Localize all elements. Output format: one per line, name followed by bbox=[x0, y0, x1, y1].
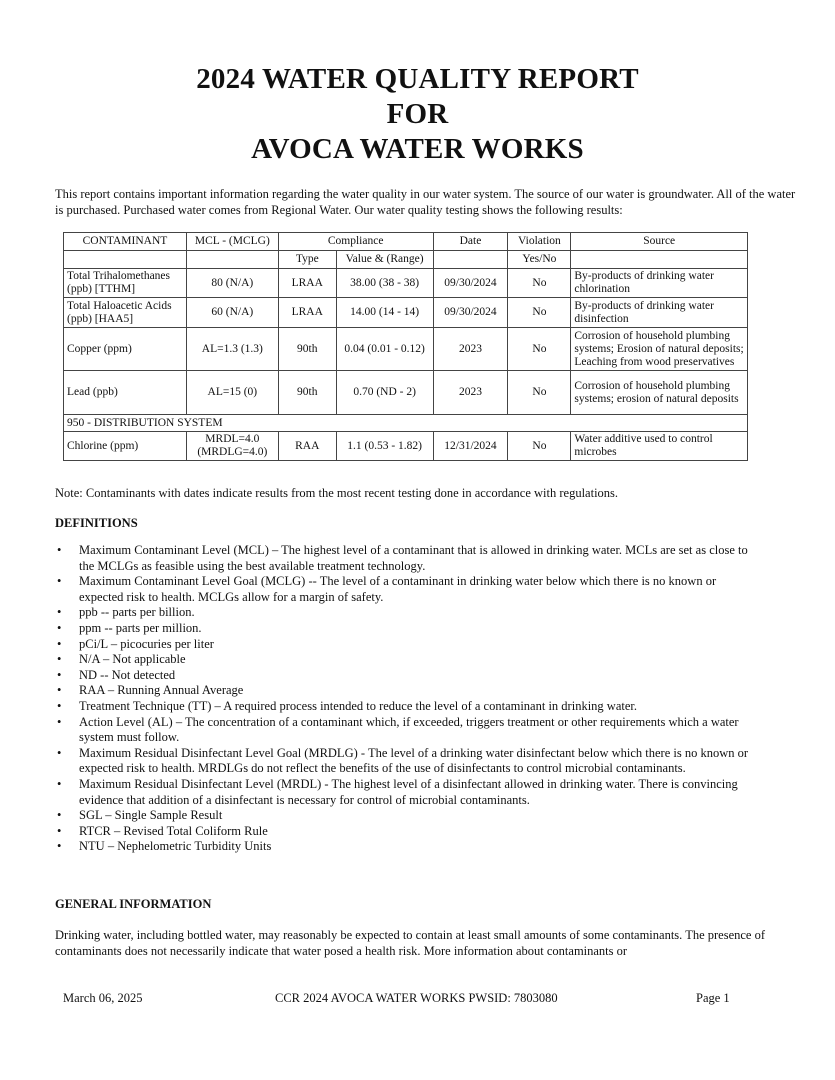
cell-type: 90th bbox=[278, 328, 336, 371]
cell-violation: No bbox=[508, 298, 571, 328]
header-yes-no: Yes/No bbox=[508, 251, 571, 269]
definition-item: • pCi/L – picocuries per liter bbox=[55, 637, 760, 653]
cell-date: 12/31/2024 bbox=[433, 432, 508, 461]
footer-page-number: Page 1 bbox=[696, 991, 730, 1005]
definition-item: • RAA – Running Annual Average bbox=[55, 683, 760, 699]
definition-item: • Maximum Contaminant Level (MCL) – The highest level of a contaminant that is allowed in drinking water. MCLs are set as close to the MCLGs as feasible using the best available treatment technology. bbox=[55, 543, 760, 574]
definition-item: • NTU – Nephelometric Turbidity Units bbox=[55, 839, 760, 855]
cell-source: Corrosion of household plumbing systems; erosion of natural deposits bbox=[571, 371, 748, 415]
cell-contaminant: Total Trihalomethanes (ppb) [TTHM] bbox=[64, 269, 187, 298]
definition-item: • ND -- Not detected bbox=[55, 668, 760, 684]
cell-type: LRAA bbox=[278, 269, 336, 298]
cell-type: LRAA bbox=[278, 298, 336, 328]
general-info-heading: GENERAL INFORMATION bbox=[55, 897, 212, 911]
header-date: Date bbox=[433, 233, 508, 251]
header-source: Source bbox=[571, 233, 748, 251]
cell-source: By-products of drinking water chlorination bbox=[571, 269, 748, 298]
cell-mcl-line-2: (MRDLG=4.0) bbox=[197, 446, 268, 458]
cell-value: 0.70 (ND - 2) bbox=[336, 371, 433, 415]
general-info-paragraph: Drinking water, including bottled water, may reasonably be expected to contain at least small amounts of some contaminants. The presence of contaminants does not necessarily indicate that water posed a health risk. More information about contaminants or bbox=[55, 928, 766, 958]
cell-date: 09/30/2024 bbox=[433, 269, 508, 298]
header-contaminant: CONTAMINANT bbox=[64, 233, 187, 251]
definition-item: • Maximum Residual Disinfectant Level Goal (MRDLG) - The level of a drinking water disinfectant below which there is no known or expected risk to health. MRDLGs do not reflect the benefits of the use of disinfectants to control microbial contaminants. bbox=[55, 746, 760, 777]
cell-mcl: 80 (N/A) bbox=[186, 269, 278, 298]
footer-report-id: CCR 2024 AVOCA WATER WORKS PWSID: 7803080 bbox=[275, 991, 558, 1005]
definitions-list bbox=[55, 543, 760, 855]
cell-date: 2023 bbox=[433, 328, 508, 371]
table-row bbox=[64, 298, 748, 328]
table-row bbox=[64, 432, 748, 461]
table-subheader-row bbox=[64, 251, 748, 269]
title-line-1: 2024 WATER QUALITY REPORT bbox=[196, 63, 639, 95]
table-row bbox=[64, 328, 748, 371]
definition-item: • N/A – Not applicable bbox=[55, 652, 760, 668]
cell-value: 1.1 (0.53 - 1.82) bbox=[336, 432, 433, 461]
definition-item: • ppb -- parts per billion. bbox=[55, 605, 760, 621]
table-note: Note: Contaminants with dates indicate results from the most recent testing done in accordance with regulations. bbox=[55, 486, 619, 500]
title-line-3: AVOCA WATER WORKS bbox=[251, 133, 584, 165]
definition-item: • ppm -- parts per million. bbox=[55, 621, 760, 637]
definition-item: • Maximum Contaminant Level Goal (MCLG) -- The level of a contaminant in drinking water below which there is no known or expected risk to health. MCLGs allow for a margin of safety. bbox=[55, 574, 760, 605]
section-label: 950 - DISTRIBUTION SYSTEM bbox=[64, 415, 748, 432]
cell-violation: No bbox=[508, 371, 571, 415]
footer-date: March 06, 2025 bbox=[63, 991, 143, 1005]
cell-mcl: AL=15 (0) bbox=[186, 371, 278, 415]
header-value-range: Value & (Range) bbox=[336, 251, 433, 269]
definition-item: • Maximum Residual Disinfectant Level (MRDL) - The highest level of a disinfectant allowed in drinking water. There is convincing evidence that addition of a disinfectant is necessary for control of microbial contaminants. bbox=[55, 777, 760, 808]
cell-contaminant: Chlorine (ppm) bbox=[64, 432, 187, 461]
table-header-row bbox=[64, 233, 748, 251]
cell-contaminant: Copper (ppm) bbox=[64, 328, 187, 371]
cell-source: Water additive used to control microbes bbox=[571, 432, 748, 461]
cell-value: 0.04 (0.01 - 0.12) bbox=[336, 328, 433, 371]
cell-type: RAA bbox=[278, 432, 336, 461]
cell-contaminant: Total Haloacetic Acids (ppb) [HAA5] bbox=[64, 298, 187, 328]
cell-contaminant: Lead (ppb) bbox=[64, 371, 187, 415]
definition-item: • RTCR – Revised Total Coliform Rule bbox=[55, 824, 760, 840]
definitions-heading: DEFINITIONS bbox=[55, 516, 138, 530]
header-compliance: Compliance bbox=[278, 233, 433, 251]
table-row bbox=[64, 371, 748, 415]
report-title bbox=[0, 62, 835, 167]
title-line-2: FOR bbox=[386, 98, 449, 130]
cell-violation: No bbox=[508, 328, 571, 371]
contaminant-table bbox=[63, 232, 748, 461]
table-row bbox=[64, 269, 748, 298]
cell-mcl: 60 (N/A) bbox=[186, 298, 278, 328]
cell-violation: No bbox=[508, 269, 571, 298]
cell-date: 2023 bbox=[433, 371, 508, 415]
cell-date: 09/30/2024 bbox=[433, 298, 508, 328]
cell-type: 90th bbox=[278, 371, 336, 415]
definition-item: • Treatment Technique (TT) – A required process intended to reduce the level of a contaminant in drinking water. bbox=[55, 699, 760, 715]
cell-value: 38.00 (38 - 38) bbox=[336, 269, 433, 298]
definition-item: • SGL – Single Sample Result bbox=[55, 808, 760, 824]
intro-paragraph: This report contains important information regarding the water quality in our water system. The source of our water is groundwater. All of the water is purchased. Purchased water comes from Regional Water. Our water quality testing shows the following results: bbox=[55, 187, 796, 217]
table-section-row bbox=[64, 415, 748, 432]
cell-source: By-products of drinking water disinfection bbox=[571, 298, 748, 328]
cell-mcl bbox=[186, 432, 278, 461]
definition-item: • Action Level (AL) – The concentration of a contaminant which, if exceeded, triggers treatment or other requirements which a water system must follow. bbox=[55, 715, 760, 746]
cell-violation: No bbox=[508, 432, 571, 461]
header-violation: Violation bbox=[508, 233, 571, 251]
cell-source: Corrosion of household plumbing systems; Erosion of natural deposits; Leaching from wood preservatives bbox=[571, 328, 748, 371]
header-type: Type bbox=[278, 251, 336, 269]
cell-value: 14.00 (14 - 14) bbox=[336, 298, 433, 328]
header-mcl: MCL - (MCLG) bbox=[186, 233, 278, 251]
cell-mcl-line-1: MRDL=4.0 bbox=[205, 433, 260, 445]
cell-mcl: AL=1.3 (1.3) bbox=[186, 328, 278, 371]
